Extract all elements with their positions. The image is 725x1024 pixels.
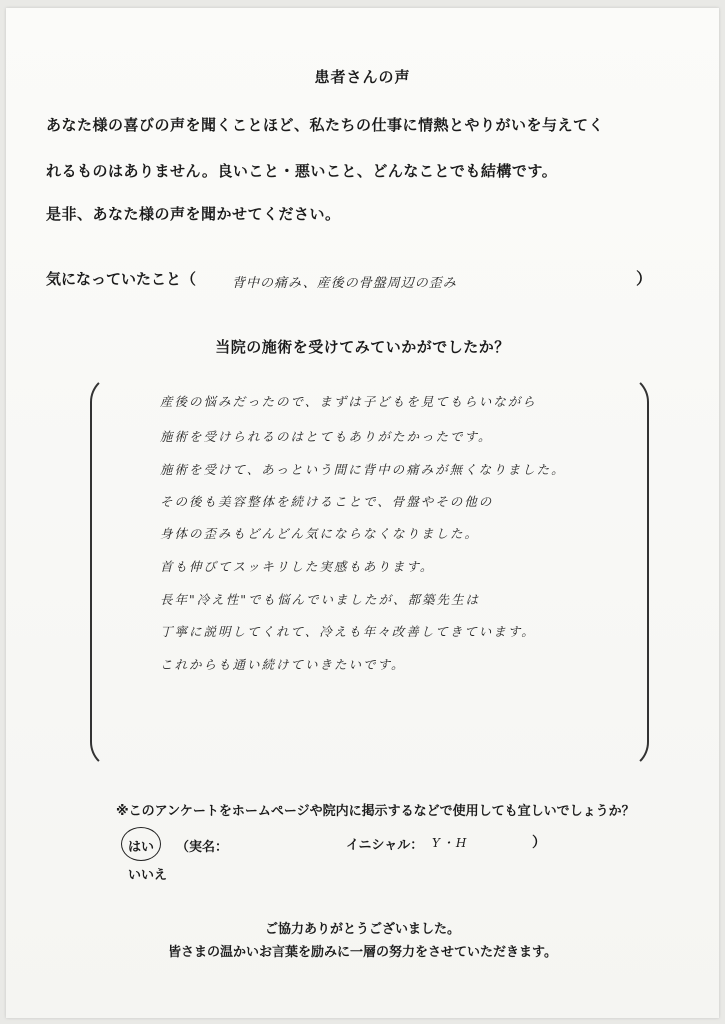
intro-line: あなた様の喜びの声を聞くことほど、私たちの仕事に情熱とやりがいを与えてく <box>46 116 605 134</box>
consent-question: ※このアンケートをホームページや院内に掲示するなどで使用しても宜しいでしょうか？ <box>116 804 635 819</box>
intro-line: 是非、あなた様の声を聞かせてください。 <box>46 205 341 223</box>
intro-line: れるものはありません。良いこと・悪いこと、どんなことでも結構です。 <box>46 162 558 180</box>
concern-handwritten-value: 背中の痛み、産後の骨盤周辺の歪み <box>232 276 457 291</box>
thanks-line: 皆さまの温かいお言葉を励みに一層の努力をさせていただきます。 <box>168 945 557 960</box>
initial-close-paren: ） <box>532 835 546 851</box>
question-heading: 当院の施術を受けてみていかがでしたか？ <box>215 338 510 356</box>
page-title: 患者さんの声 <box>314 68 411 86</box>
concern-close-paren: ） <box>636 269 653 288</box>
response-line: 首も伸びてスッキリした実感もあります。 <box>160 559 435 574</box>
response-line: 身体の歪みもどんどん気にならなくなりました。 <box>160 526 480 541</box>
thanks-line: ご協力ありがとうございました。 <box>264 922 460 937</box>
response-line: 施術を受けられるのはとてもありがたかったです。 <box>160 429 493 444</box>
realname-label: （実名： <box>176 840 229 855</box>
response-line: 丁寧に説明してくれて、冷えも年々改善してきています。 <box>160 624 536 639</box>
response-line: 産後の悩みだったので、まずは子どもを見てもらいながら <box>160 394 537 409</box>
response-line: その後も美容整体を続けることで、骨盤やその他の <box>160 494 494 509</box>
concern-label: 気になっていたこと（ <box>46 270 197 288</box>
response-line: これからも通い続けていきたいです。 <box>160 657 406 672</box>
consent-yes-option[interactable]: はい <box>128 840 155 855</box>
initial-handwritten-value: Y・H <box>432 836 469 850</box>
initial-label: イニシャル： <box>346 838 424 853</box>
consent-no-option[interactable]: いいえ <box>128 868 168 883</box>
response-line: 施術を受けて、あっという間に背中の痛みが無くなりました。 <box>160 462 566 477</box>
response-line: 長年"冷え性"でも悩んでいましたが、都築先生は <box>160 592 480 607</box>
